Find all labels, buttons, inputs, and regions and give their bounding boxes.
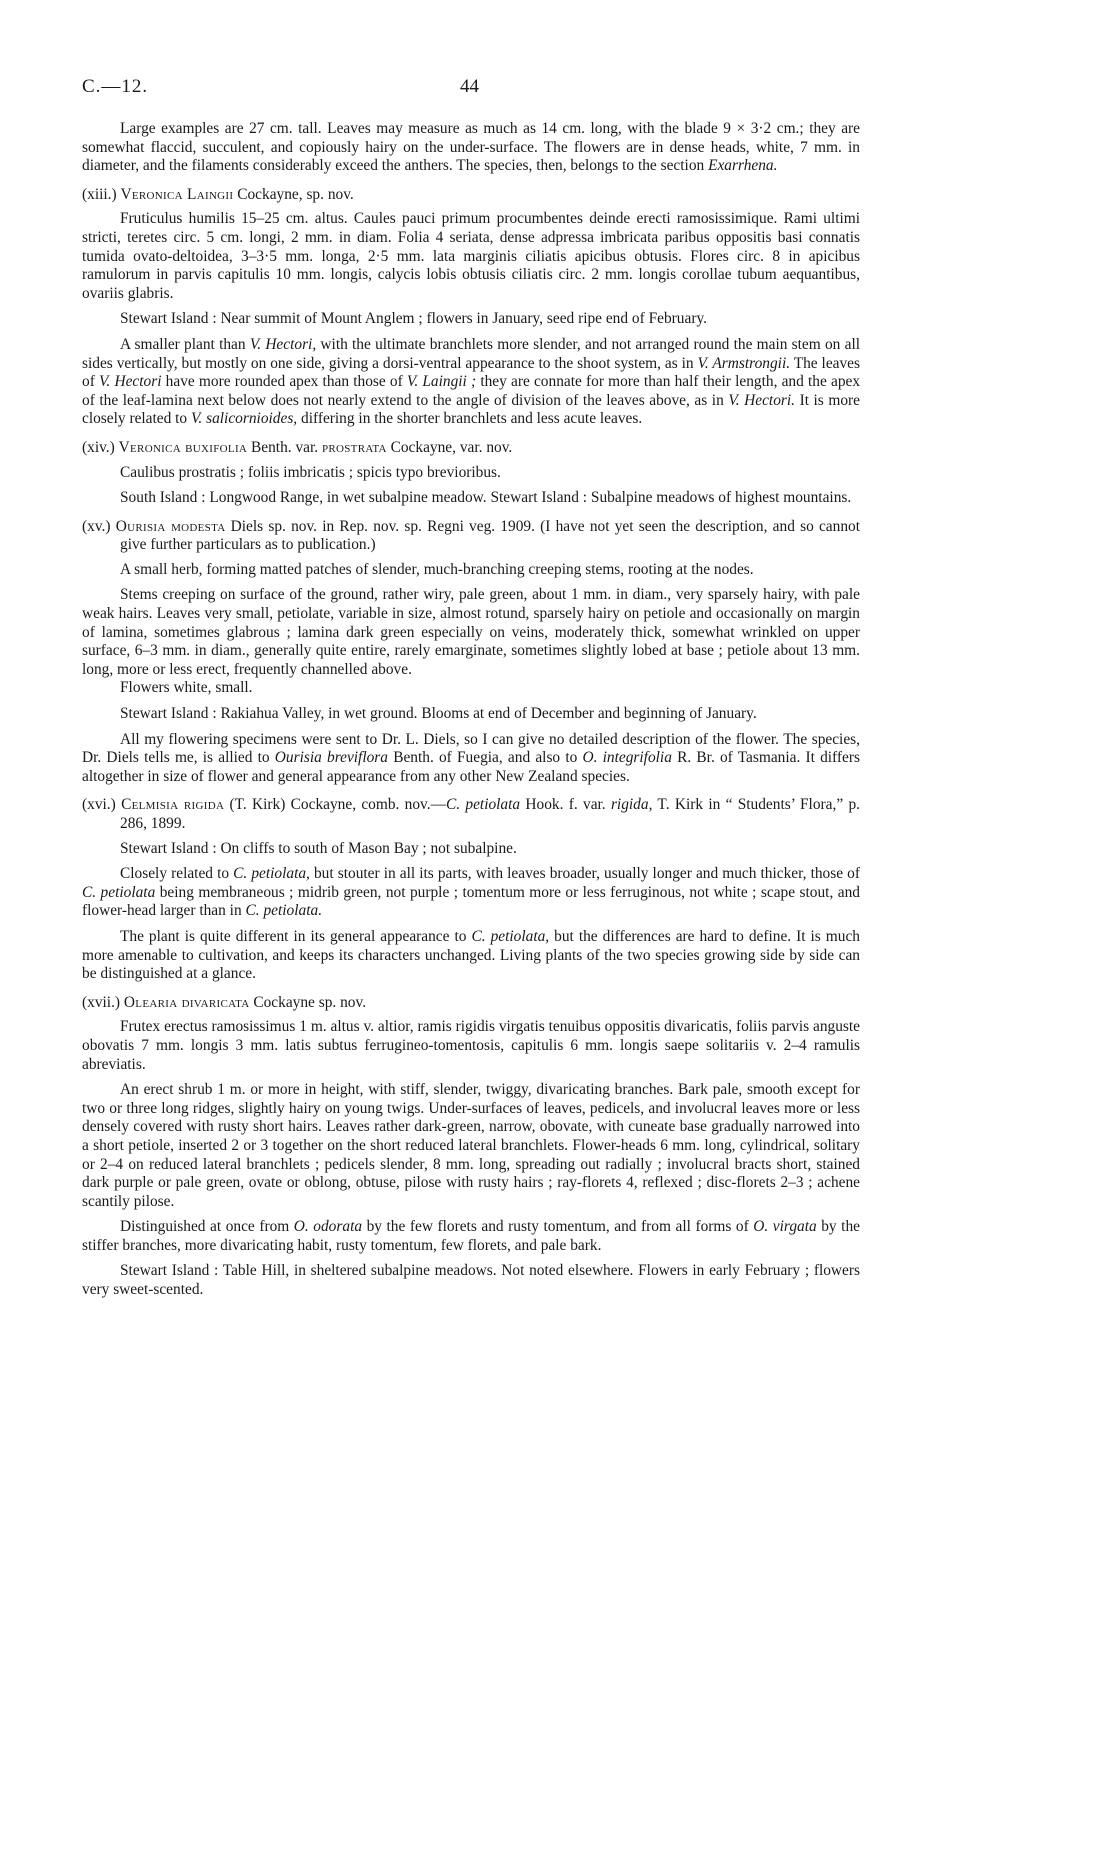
body-paragraph xyxy=(82,210,860,303)
document-code: C.—12. xyxy=(82,76,149,97)
text-run: Frutex erectus ramosissimus 1 m. altus v. altior, ramis rigidis virgatis tenuibus oppositis divaricatis, foliis parvis anguste obovatis 7 mm. longis 3 mm. latis subtus ferrugineo-tomentosis, capitulis 6 mm. longis saepe solitariis v. 2–4 ramulis abreviatis. xyxy=(82,1018,860,1073)
text-run: but stouter in all its parts, with leaves broader, usually longer and much thicker, those of xyxy=(309,865,860,883)
italic-taxon: O. integrifolia xyxy=(582,749,672,767)
italic-taxon: rigida, xyxy=(610,796,653,814)
text-run: Cockayne sp. nov. xyxy=(249,993,367,1011)
italic-taxon: C. petiolata. xyxy=(245,902,323,920)
text-run: It is more closely related to xyxy=(82,391,860,428)
text-run: by the few florets and rusty tomentum, and from all forms of xyxy=(362,1218,754,1236)
page-number: 44 xyxy=(460,76,479,97)
body-paragraph xyxy=(82,865,860,921)
species-heading xyxy=(82,518,860,555)
italic-taxon: O. virgata xyxy=(753,1218,817,1236)
text-run: Benth. var. xyxy=(247,438,322,456)
text-run: Stewart Island : On cliffs to south of Mason Bay ; not subalpine. xyxy=(120,839,517,857)
text-run: A small herb, forming matted patches of slender, much-branching creeping stems, rooting at the nodes. xyxy=(120,560,754,578)
text-run: Stewart Island : Near summit of Mount Anglem ; flowers in January, seed ripe end of February. xyxy=(120,310,707,328)
body-paragraph xyxy=(82,928,860,984)
species-heading xyxy=(82,994,860,1013)
body-paragraph xyxy=(82,1081,860,1211)
italic-taxon: Exarrhena. xyxy=(708,157,778,175)
text-run: Stewart Island : Table Hill, in sheltered subalpine meadows. Not noted elsewhere. Flowers in early February ; flowers very sweet-scented. xyxy=(82,1262,860,1299)
taxon-name: prostrata xyxy=(321,438,387,456)
text-run: Caulibus prostratis ; foliis imbricatis ; spicis typo brevioribus. xyxy=(120,463,501,481)
italic-taxon: V. Laingii ; xyxy=(406,373,477,391)
body-paragraph xyxy=(82,561,860,580)
text-run: (T. Kirk) Cockayne, comb. nov.— xyxy=(224,796,446,814)
text-run: The plant is quite different in its general appearance to xyxy=(120,927,472,945)
text-run: Cockayne, sp. nov. xyxy=(233,185,354,203)
italic-taxon: V. Hectori, xyxy=(249,335,317,353)
text-run: R. Br. of Tasmania. It differs altogether in size of flower and general appearance from any other New Zealand species. xyxy=(82,749,860,785)
taxon-name: Olearia divaricata xyxy=(123,993,250,1011)
species-heading xyxy=(82,439,860,458)
italic-taxon: C. petiolata xyxy=(445,796,521,814)
italic-taxon: Ourisia breviflora xyxy=(274,749,388,767)
body-paragraph xyxy=(82,464,860,483)
text-run: but the differences are hard to define. It is much more amenable to cultivation, and keeps its characters unchanged. Living plants of the two species growing side by side can be distinguished at a glance. xyxy=(82,927,860,983)
taxon-name: Veronica Laingii xyxy=(120,185,234,203)
taxon-name: Veronica buxifolia xyxy=(118,438,248,456)
text-run: Closely related to xyxy=(120,865,234,883)
text-run: have more rounded apex than those of xyxy=(161,373,407,391)
text-run: Benth. of Fuegia, and also to xyxy=(388,749,583,767)
taxon-name: Ourisia modesta xyxy=(115,517,226,535)
text-run: being membraneous ; midrib green, not purple ; tomentum more or less ferruginous, not white ; scape stout, and flower-head larger than in xyxy=(82,883,860,920)
italic-taxon: C. petiolata, xyxy=(233,865,310,883)
italic-taxon: C. petiolata xyxy=(82,883,156,901)
body-paragraph xyxy=(82,489,860,508)
body-paragraph xyxy=(82,120,860,176)
text-run: (xiv.) xyxy=(82,438,119,456)
body-paragraph xyxy=(82,705,860,724)
text-run: An erect shrub 1 m. or more in height, with stiff, slender, twiggy, divaricating branches. Bark pale, smooth except for two or three long ridges, slightly hairy on young twigs. Under-surfaces of leaves, pedicels, and involucral leaves more or less densely covered with rusty short hairs. Leaves rather dark-green, narrow, obovate, with cuneate base gradually narrowed into a short petiole, inserted 2 or 3 together on the short reduced lateral branchlets. Flower-heads 6 mm. long, cylindrical, solitary or 2–4 on reduced lateral branchlets ; pedicels slender, 8 mm. long, spreading out radially ; involucral bracts short, stained dark purple or pale green, ovate or oblong, obtuse, pilose with rusty hairs ; ray-florets 4, reflexed ; disc-florets 2–3 ; achene scantily pilose. xyxy=(82,1081,860,1210)
italic-taxon: V. Hectori. xyxy=(728,391,796,409)
italic-taxon: V. Hectori xyxy=(99,373,162,391)
text-run: All my flowering specimens were sent to Dr. L. Diels, so I can give no detailed description of the flower. The species, Dr. Diels tells me, is allied to xyxy=(82,730,860,767)
text-run: differing in the shorter branchlets and less acute leaves. xyxy=(297,410,643,428)
species-heading xyxy=(82,186,860,205)
text-run: Hook. f. var. xyxy=(520,796,611,814)
text-run: South Island : Longwood Range, in wet subalpine meadow. Stewart Island : Subalpine meadows of highest mountains. xyxy=(120,489,852,507)
text-run: A smaller plant than xyxy=(120,335,250,353)
text-run: they are connate for more than half their length, and the apex of the leaf-lamina next below does not nearly extend to the angle of division of the leaves above, as in xyxy=(82,373,861,409)
italic-taxon: C. petiolata, xyxy=(471,927,550,945)
italic-taxon: V. Armstrongii. xyxy=(697,354,791,372)
text-run: The leaves of xyxy=(82,354,860,391)
text-run: (xvii.) xyxy=(82,993,124,1011)
body-paragraph xyxy=(82,1262,860,1299)
page-body xyxy=(82,120,860,1307)
page-header xyxy=(82,70,860,100)
body-paragraph xyxy=(82,310,860,329)
body-paragraph xyxy=(82,586,860,679)
taxon-name: Celmisia rigida xyxy=(121,796,225,814)
text-run: Flowers white, small. xyxy=(120,679,253,697)
text-run: Stewart Island : Rakiahua Valley, in wet ground. Blooms at end of December and beginning of January. xyxy=(120,705,757,723)
text-run: Diels sp. nov. in Rep. nov. sp. Regni veg. 1909. (I have not yet seen the description, and so cannot give further particulars as to publication.) xyxy=(120,517,861,554)
text-run: (xv.) xyxy=(82,517,116,535)
body-paragraph xyxy=(82,840,860,859)
text-run: Cockayne, var. nov. xyxy=(386,438,513,456)
text-run: (xvi.) xyxy=(82,796,122,814)
body-paragraph xyxy=(82,731,860,787)
text-run: (xiii.) xyxy=(82,185,121,203)
body-paragraph xyxy=(82,1018,860,1074)
text-run: Fruticulus humilis 15–25 cm. altus. Caules pauci primum procumbentes deinde erecti ramosissimique. Rami ultimi stricti, teretes circ. 5 cm. longi, 2 mm. in diam. Folia 4 seriata, dense adpressa imbricata paribus oppositis basi connatis tumida ovato-deltoidea, 3–3·5 mm. longa, 2·5 mm. lata marginis ciliatis apicibus obtusis. Flores circ. 8 in apicibus ramulorum in parvis capitulis 10 mm. longis, calycis lobis obtusis ciliatis circ. 2 mm. longis corollae tubum aequantibus, ovariis glabris. xyxy=(82,210,860,302)
text-run: T. Kirk in “ Students’ Flora,” p. 286, 1899. xyxy=(120,796,860,832)
body-paragraph xyxy=(82,1218,860,1255)
document-page xyxy=(82,70,861,1299)
species-heading xyxy=(82,796,860,833)
body-paragraph xyxy=(82,336,860,429)
italic-taxon: O. odorata xyxy=(293,1218,363,1236)
text-run: by the stiffer branches, more divaricating habit, rusty tomentum, few florets, and pale bark. xyxy=(82,1218,860,1254)
body-paragraph xyxy=(82,679,860,698)
text-run: Large examples are 27 cm. tall. Leaves may measure as much as 14 cm. long, with the blade 9 × 3·2 cm.; they are somewhat flaccid, succulent, and copiously hairy on the under-surface. The flowers are in dense heads, white, 7 mm. in diameter, and the filaments considerably exceed the anthers. The species, then, belongs to the section xyxy=(82,120,860,175)
italic-taxon: V. salicornioides, xyxy=(190,410,298,428)
text-run: Stems creeping on surface of the ground, rather wiry, pale green, about 1 mm. in diam., very sparsely hairy, with pale weak hairs. Leaves very small, petiolate, variable in size, almost rotund, sparsely hairy on petiole and occasionally on margin of lamina, sometimes glabrous ; lamina dark green especially on veins, moderately thick, somewhat wrinkled on upper surface, 6–3 mm. in diam., generally quite entire, rarely emarginate, sometimes slightly lobed at base ; petiole about 13 mm. long, more or less erect, frequently channelled above. xyxy=(82,586,860,678)
text-run: Distinguished at once from xyxy=(120,1218,294,1236)
text-run: with the ultimate branchlets more slender, and not arranged round the main stem on all sides vertically, but mostly on one side, giving a dorsi-ventral appearance to the shoot system, as in xyxy=(82,335,860,372)
